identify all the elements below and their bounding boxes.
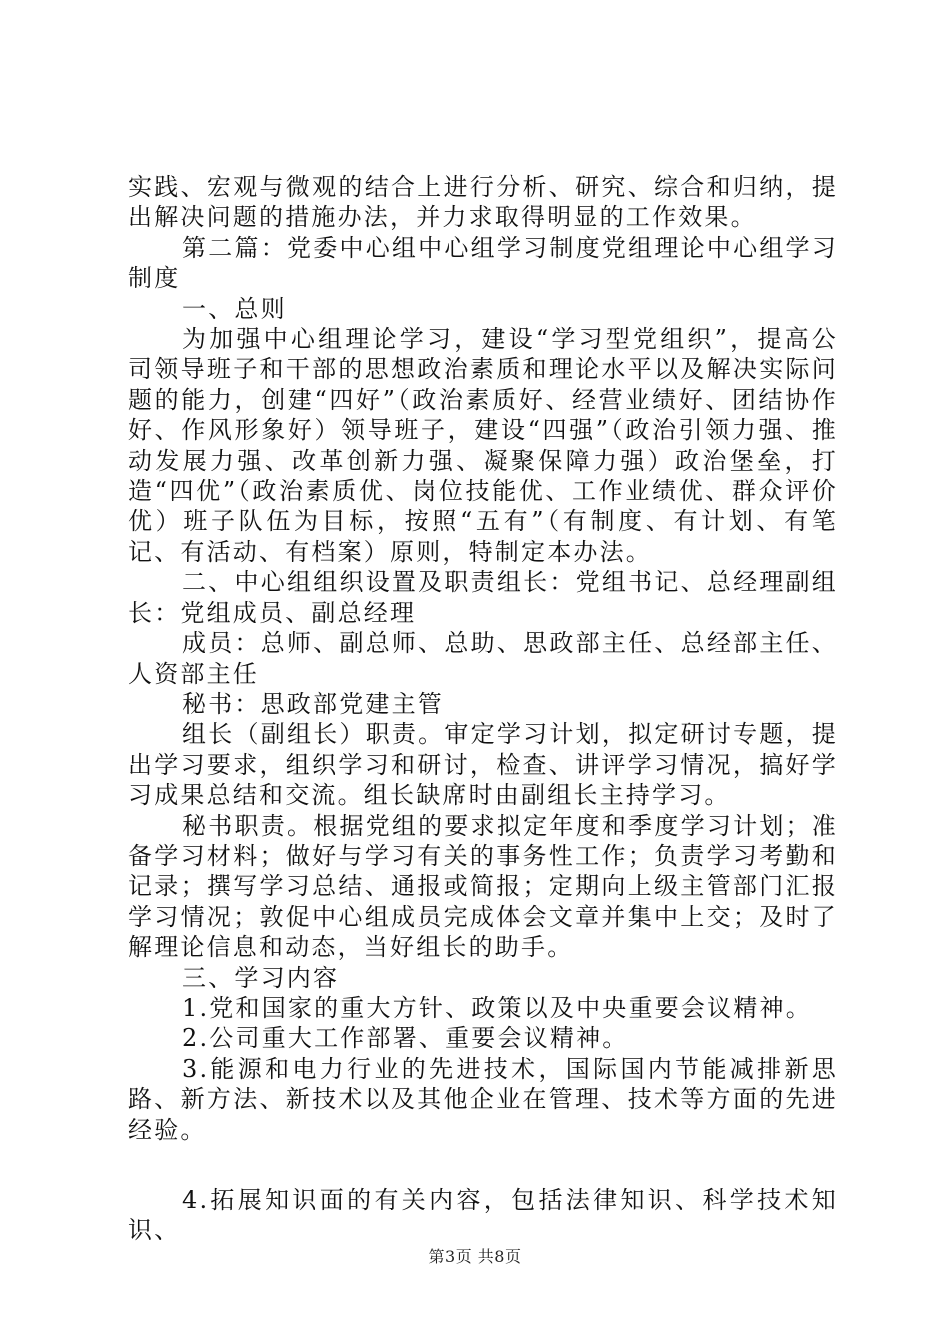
paragraph-purpose: 为加强中心组理论学习，建设“学习型党组织”，提高公司领导班子和干部的思想政治素质和理论水平以及解决实际问题的能力，创建“四好”（政治素质好、经营业绩好、团结协作好、作风形象好）领导班子，建设“四强”（政治引领力强、推动发展力强、改革创新力强、凝聚保障力强）政治堡垒，打造“四优”（政治素质优、岗位技能优、工作业绩优、群众评价优）班子队伍为目标，按照“五有”（有制度、有计划、有笔记、有活动、有档案）原则，特制定本办法。 [128,325,838,566]
document-body [128,172,838,1246]
paragraph-members: 成员：总师、副总师、总助、思政部主任、总经部主任、人资部主任 [128,629,838,688]
chapter-heading: 第二篇：党委中心组中心组学习制度党组理论中心组学习制度 [128,233,838,293]
paragraph-secretary: 秘书：思政部党建主管 [182,689,444,718]
list-item-1: 1.党和国家的重大方针、政策以及中央重要会议精神。 [182,993,812,1022]
paragraph-continuation: 实践、宏观与微观的结合上进行分析、研究、综合和归纳，提出解决问题的措施办法，并力求取得明显的工作效果。 [128,173,838,232]
section-heading-general: 一、总则 [182,294,287,323]
page-number-footer: 第3页 共8页 [428,1247,522,1266]
list-item-4: 4.拓展知识面的有关内容，包括法律知识、科学技术知识、 [128,1186,838,1245]
section-heading-organization: 二、中心组组织设置及职责组长：党组书记、总经理副组长：党组成员、副总经理 [128,568,838,627]
list-item-3: 3.能源和电力行业的先进技术，国际国内节能减排新思路、新方法、新技术以及其他企业在管理、技术等方面的先进经验。 [128,1054,838,1144]
section-heading-content: 三、学习内容 [182,963,340,992]
list-item-2: 2.公司重大工作部署、重要会议精神。 [182,1024,629,1053]
paragraph-leader-duties: 组长（副组长）职责。审定学习计划，拟定研讨专题，提出学习要求，组织学习和研讨，检查、讲评学习情况，搞好学习成果总结和交流。组长缺席时由副组长主持学习。 [128,720,838,810]
paragraph-secretary-duties: 秘书职责。根据党组的要求拟定年度和季度学习计划；准备学习材料；做好与学习有关的事务性工作；负责学习考勤和记录；撰写学习总结、通报或简报；定期向上级主管部门汇报学习情况；敦促中心组成员完成体会文章并集中上交；及时了解理论信息和动态，当好组长的助手。 [128,811,838,962]
